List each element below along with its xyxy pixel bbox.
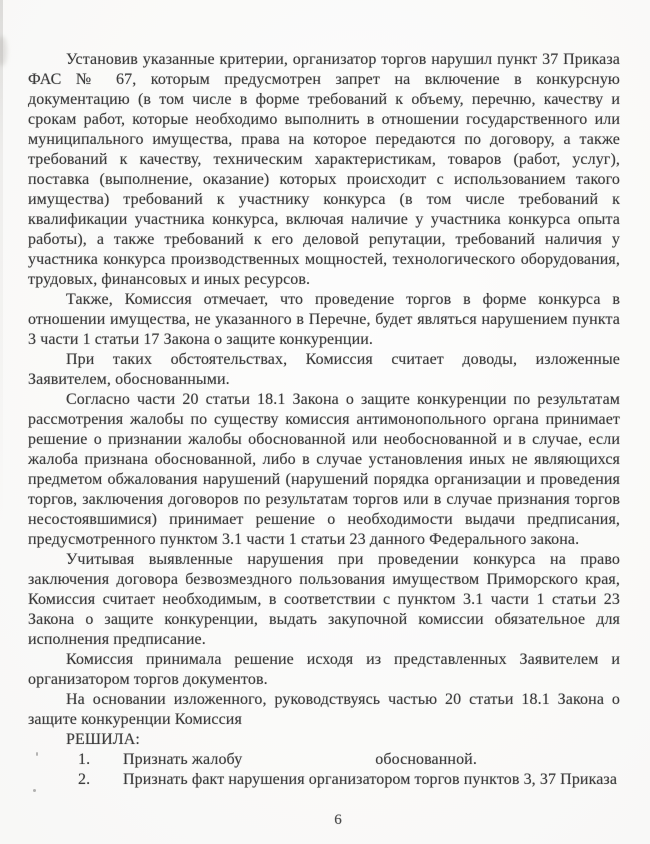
paragraph-decision-preamble: На основании изложенного, руководствуясь частью 20 статьи 18.1 Закона о защите конкуренции Комиссия [28, 691, 620, 728]
decision-item-text [123, 770, 620, 790]
scan-edge-artifact [0, 0, 3, 520]
decision-item-number: 2. [78, 771, 91, 788]
decision-item-1 [78, 750, 620, 770]
decision-item-number: 1. [78, 751, 91, 768]
page-number: 6 [334, 812, 342, 828]
paragraph-decision-basis-documents: Комиссия принимала решение исходя из представленных Заявителем и организатором торгов документов. [28, 651, 620, 688]
decision-item-text-before: Признать факт нарушения организатором торгов пунктов 3, 37 Приказа [123, 771, 618, 788]
paragraph-violation-order-67: Установив указанные критерии, организатор торгов нарушил пункт 37 Приказа ФАС № 67, которым предусмотрен запрет на включение в конкурсную документацию (в том числе в форме требований к объему, перечню, качеству и срокам работ, которые необходимо выполнить в отношении государственного или муниципального имущества, права на которое передаются по договору, а также требований к качеству, техническим характеристикам, товаров (работ, услуг), поставка (выполнение, оказание) которых происходит с использованием такого имущества) требований к участнику конкурса (в том числе требований к квалификации участника конкурса, включая наличие у участника конкурса опыта работы), а также требований к его деловой репутации, требований наличия у участника конкурса производственных мощностей, технологического оборудования, трудовых, финансовых и иных ресурсов. [28, 51, 620, 288]
decision-item-text [123, 750, 620, 770]
paragraph-law-18-1-part-20: Согласно части 20 статьи 18.1 Закона о защите конкуренции по результатам рассмотрения жалобы по существу комиссия антимонопольного органа принимает решение о признании жалобы обоснованной или необоснованной и в случае, если жалоба признана обоснованной, либо в случае установления иных не являющихся предметом обжалования нарушений (нарушений порядка организации и проведения торгов, заключения договоров по результатам торгов или в случае признания торгов несостоявшимися) принимает решение о необходимости выдачи предписания, предусмотренного пунктом 3.1 части 1 статьи 23 данного Федерального закона. [28, 391, 620, 548]
document-body [28, 50, 620, 790]
decision-item-text-before: Признать жалобу [123, 751, 243, 768]
scan-smudge-artifact [0, 36, 7, 66]
paragraph-arguments-justified: При таких обстоятельствах, Комиссия считает доводы, изложенные Заявителем, обоснованными. [28, 351, 620, 388]
decision-item-2 [78, 770, 620, 790]
decision-heading: РЕШИЛА: [66, 731, 140, 748]
redacted-gap [242, 763, 375, 764]
decision-list [28, 750, 620, 790]
decision-item-text-after: обоснованной. [375, 751, 477, 768]
paragraph-commission-note: Также, Комиссия отмечает, что проведение торгов в форме конкурса в отношении имущества, не указанного в Перечне, будет являться нарушением пункта 3 части 1 статьи 17 Закона о защите конкуренции. [28, 291, 620, 348]
paragraph-prescription-needed: Учитывая выявленные нарушения при проведении конкурса на право заключения договора безвозмездного пользования имуществом Приморского края, Комиссия считает необходимым, в соответствии с пунктом 3.1 части 1 статьи 23 Закона о защите конкуренции, выдать закупочной комиссии обязательное для исполнения предписание. [28, 551, 620, 648]
